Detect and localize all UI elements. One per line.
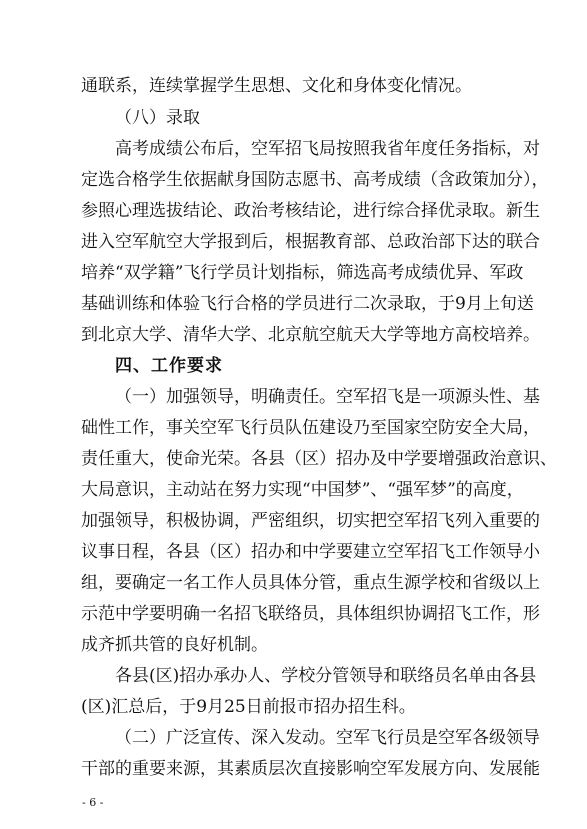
paragraph-line: 成齐抓共管的良好机制。 — [81, 635, 268, 655]
section-heading-admission: （八）录取 — [115, 108, 200, 128]
paragraph-line: 进入空军航空大学报到后，根据教育部、总政治部下达的联合 — [81, 232, 540, 252]
section-heading-work-requirements: 四、工作要求 — [115, 356, 223, 376]
paragraph-line: 议事日程，各县（区）招办和中学要建立空军招飞工作领导小 — [81, 542, 540, 562]
paragraph-line: 加强领导，积极协调，严密组织，切实把空军招飞列入重要的 — [81, 511, 540, 531]
page-number: - 6 - — [82, 796, 104, 809]
paragraph-line: （一）加强领导，明确责任。空军招飞是一项源头性、基 — [115, 387, 540, 407]
paragraph-line: 到北京大学、清华大学、北京航空航天大学等地方高校培养。 — [81, 325, 540, 345]
paragraph-line: 高考成绩公布后，空军招飞局按照我省年度任务指标，对 — [115, 139, 540, 159]
paragraph-line: 培养“双学籍”飞行学员计划指标，筛选高考成绩优异、军政 — [81, 263, 524, 283]
paragraph-line: 础性工作，事关空军飞行员队伍建设乃至国家空防安全大局， — [81, 418, 540, 438]
paragraph-line: 示范中学要明确一名招飞联络员，具体组织协调招飞工作，形 — [81, 604, 540, 624]
paragraph-line: 参照心理选拔结论、政治考核结论，进行综合择优录取。新生 — [81, 201, 540, 221]
paragraph-line: (区)汇总后，于9月25日前报市招办招生科。 — [81, 697, 416, 717]
paragraph-line: 组，要确定一名工作人员具体分管，重点生源学校和省级以上 — [81, 573, 540, 593]
paragraph-line: 基础训练和体验飞行合格的学员进行二次录取，于9月上旬送 — [81, 294, 534, 314]
paragraph-line: 责任重大，使命光荣。各县（区）招办及中学要增强政治意识、 — [81, 449, 557, 469]
paragraph-line: 大局意识，主动站在努力实现“中国梦”、“强军梦”的高度， — [81, 480, 524, 500]
paragraph-line: 定选合格学生依据献身国防志愿书、高考成绩（含政策加分）， — [81, 170, 549, 190]
paragraph-line: （二）广泛宣传、深入发动。空军飞行员是空军各级领导 — [115, 728, 540, 748]
paragraph-line: 干部的重要来源，其素质层次直接影响空军发展方向、发展能 — [81, 759, 540, 779]
paragraph-line: 通联系，连续掌握学生思想、文化和身体变化情况。 — [81, 76, 472, 96]
paragraph-line: 各县(区)招办承办人、学校分管领导和联络员名单由各县 — [115, 666, 537, 686]
